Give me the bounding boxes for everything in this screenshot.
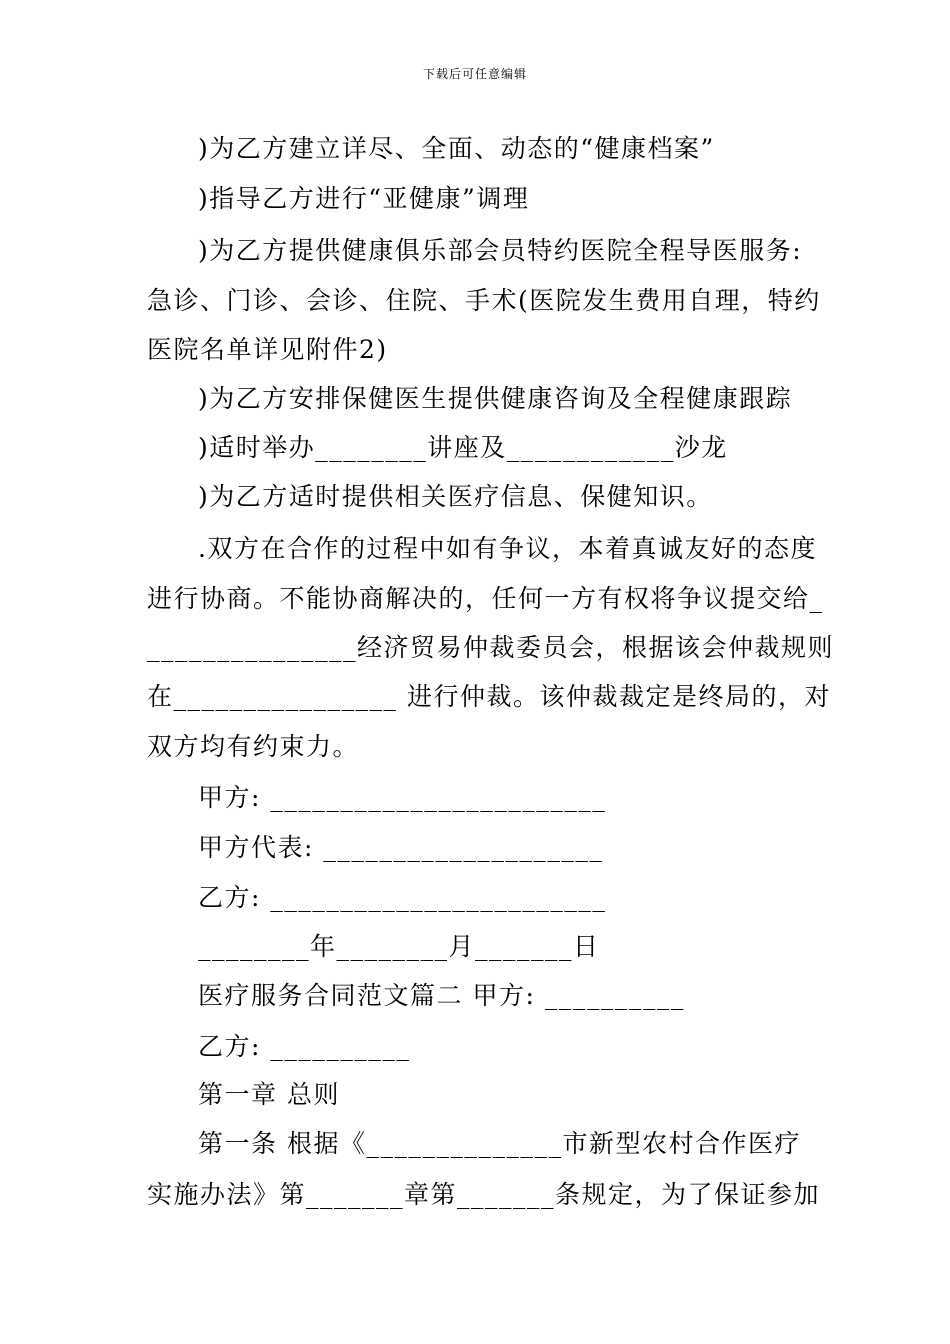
date-line: ________年________月_______日 [198,932,600,961]
second-contract-title: 医疗服务合同范文篇二 甲方: __________ [198,981,685,1010]
chapter-one-heading: 第一章 总则 [198,1080,340,1109]
clause-guide-service-cont-2: 医院名单详见附件2) [147,335,388,364]
party-a-representative: 甲方代表: ____________________ [198,833,604,862]
clause-dispute-cont-1: 进行协商。不能协商解决的，任何一方有权将争议提交给_ [147,584,824,613]
clause-dispute: .双方在合作的过程中如有争议，本着真诚友好的态度 [198,534,817,563]
clause-health-consult: )为乙方安排保健医生提供健康咨询及全程健康跟踪 [198,384,793,413]
clause-guide-service: )为乙方提供健康俱乐部会员特约医院全程导医服务: [198,236,803,265]
article-one: 第一条 根据《______________市新型农村合作医疗 [198,1129,801,1158]
clause-lectures: )适时举办________讲座及____________沙龙 [198,433,728,462]
clause-health-record: )为乙方建立详尽、全面、动态的“健康档案” [198,134,715,163]
clause-dispute-cont-4: 双方均有约束力。 [147,732,360,761]
article-one-cont: 实施办法》第_______章第_______条规定，为了保证参加 [147,1180,821,1209]
clause-subhealth: )指导乙方进行“亚健康”调理 [198,184,530,213]
clause-dispute-cont-3: 在________________ 进行仲裁。该仲裁裁定是终局的，对 [147,682,831,711]
party-a-signature: 甲方: ________________________ [198,783,607,812]
clause-medical-info: )为乙方适时提供相关医疗信息、保健知识。 [198,482,713,511]
page-header-note: 下载后可任意编辑 [422,67,527,81]
clause-dispute-cont-2: _______________经济贸易仲裁委员会，根据该会仲裁规则 [147,633,835,662]
clause-guide-service-cont-1: 急诊、门诊、会诊、住院、手术(医院发生费用自理，特约 [147,286,821,315]
second-contract-party-b: 乙方: __________ [198,1032,411,1061]
party-b-signature: 乙方: ________________________ [198,883,607,912]
